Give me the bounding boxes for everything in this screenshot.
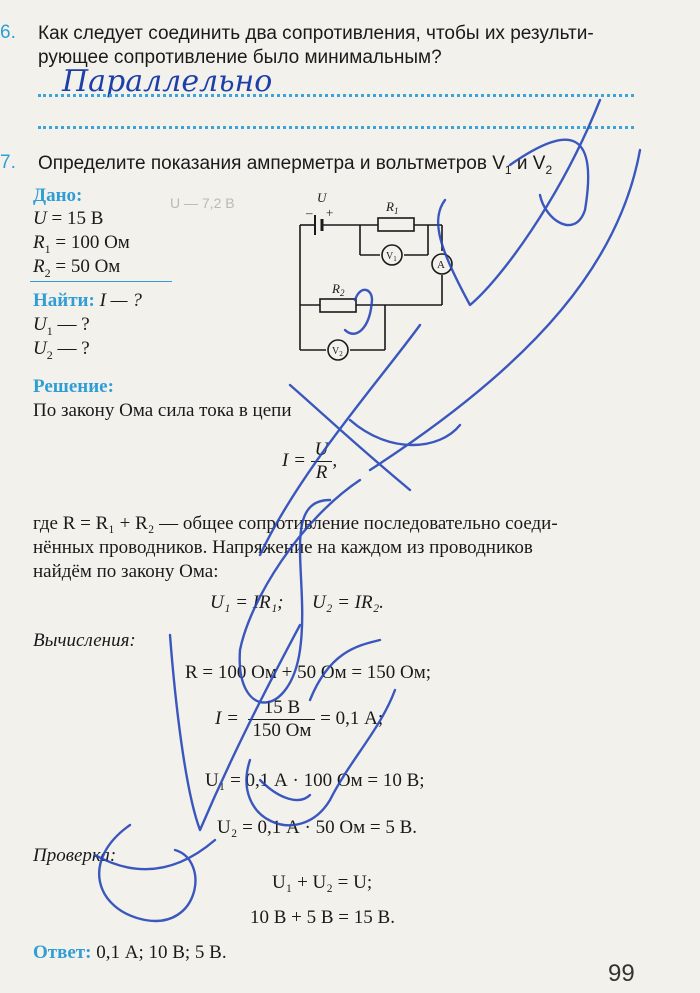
q6-text-line1: Как следует соединить два сопротивления, чтобы их результи- bbox=[38, 23, 594, 44]
solution-line3: нённых проводников. Напряжение на каждом из проводников bbox=[33, 537, 533, 558]
given-r2: $R_2 = 50$ Ом bbox=[33, 256, 121, 280]
given-u: U = 15 В bbox=[33, 208, 104, 229]
calc-i: I = $\frac{15 В}{150 Ом}$ = 0,1 А; bbox=[215, 696, 384, 741]
calc-heading: Вычисления: bbox=[33, 630, 136, 651]
q6-number: 6. bbox=[0, 22, 16, 43]
bleed-through: U — 7,2 В bbox=[170, 195, 235, 211]
label-v1: $V_1$ bbox=[386, 251, 397, 263]
given-heading: Дано: bbox=[33, 185, 83, 206]
label-ammeter: A bbox=[437, 259, 445, 271]
label-plus: + bbox=[326, 205, 334, 220]
find-u1: $U_1$ — ? bbox=[33, 314, 90, 338]
check-line1: U₁ + U₂ = U; bbox=[272, 872, 373, 893]
find-heading-line: Найти: I — ? bbox=[33, 290, 142, 311]
page-number: 99 bbox=[608, 960, 635, 987]
solution-heading: Решение: bbox=[33, 376, 114, 397]
label-u: U bbox=[317, 190, 327, 205]
label-minus: – bbox=[306, 205, 313, 220]
calc-r: R = 100 Ом + 50 Ом = 150 Ом; bbox=[185, 662, 432, 683]
q6-text-line2: рующее сопротивление было минимальным? bbox=[38, 47, 442, 68]
check-line2: 10 В + 5 В = 15 В. bbox=[250, 907, 395, 928]
solution-line4: найдём по закону Ома: bbox=[33, 561, 219, 582]
label-v2: $V_2$ bbox=[332, 346, 343, 358]
solution-line1: По закону Ома сила тока в цепи bbox=[33, 400, 292, 421]
calc-u1: U₁ = 0,1 А · 100 Ом = 10 В; bbox=[205, 770, 425, 791]
solution-line2: где R = R₁ + R₂ — общее сопротивление последовательно соеди- bbox=[33, 513, 558, 534]
label-r1: $R_1$ bbox=[386, 199, 399, 216]
label-r2: $R_2$ bbox=[332, 281, 345, 298]
given-r1: $R_1 = 100$ Ом bbox=[33, 232, 130, 256]
q7-text: Определите показания амперметра и вольтметров $V_1$ и $V_2$ bbox=[38, 153, 553, 177]
calc-u2: U₂ = 0,1 А · 50 Ом = 5 В. bbox=[217, 817, 417, 838]
formula-u2: U₂ = IR₂. bbox=[312, 592, 384, 613]
formula-u1: U₁ = IR₁; bbox=[210, 592, 284, 613]
answer-line: Ответ: 0,1 А; 10 В; 5 В. bbox=[33, 942, 227, 963]
find-u2: $U_2$ — ? bbox=[33, 338, 90, 362]
q7-number: 7. bbox=[0, 152, 16, 173]
q6-handwritten-answer: Параллельно bbox=[62, 64, 273, 99]
check-heading: Проверка: bbox=[33, 845, 117, 866]
formula-ohm: I = $\frac{U}{R}$ , bbox=[282, 438, 338, 483]
